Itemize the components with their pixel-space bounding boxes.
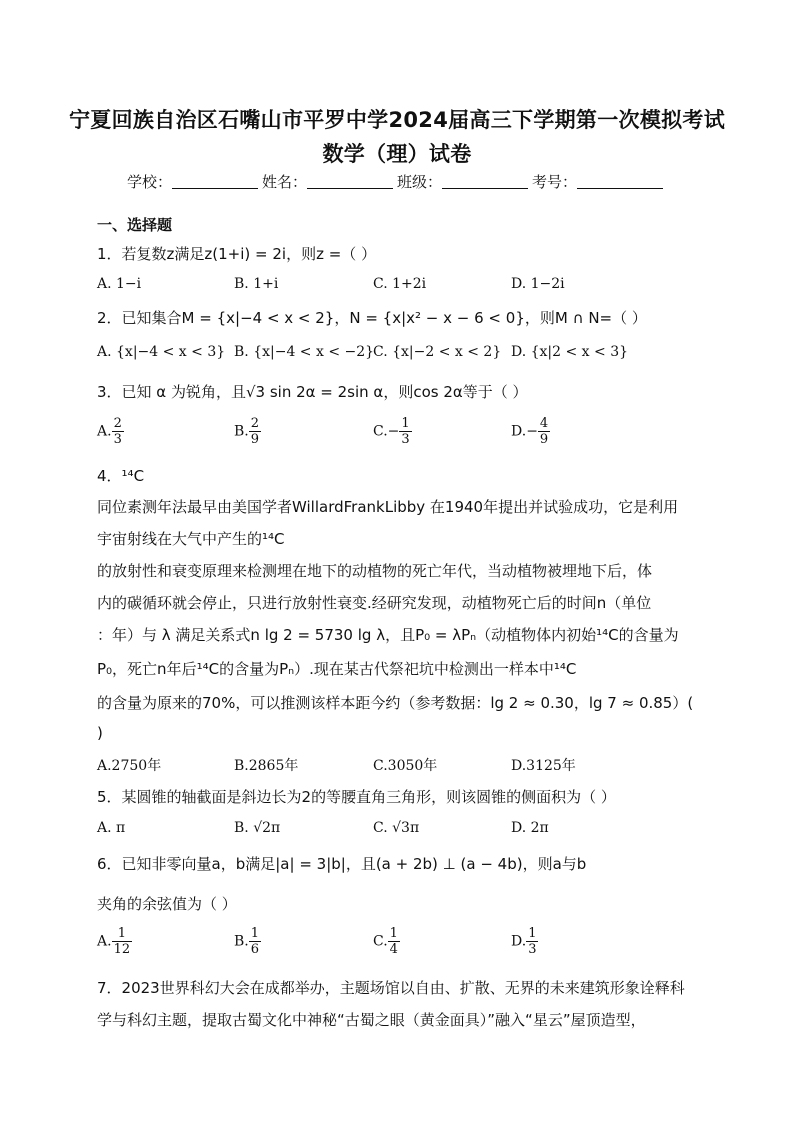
option-d: D.3125年: [511, 758, 576, 774]
question-4-line: 的含量为原来的70%，可以推测该样本距今约（参考数据：lg 2 ≈ 0.30，lg 7 ≈ 0.85）(: [97, 694, 694, 712]
numerator: 1: [528, 926, 537, 941]
class-blank[interactable]: [442, 174, 528, 189]
option-d: D. {x|2 < x < 3}: [511, 344, 629, 360]
option-d: D. 2π: [511, 820, 549, 836]
exam-title-line2: 数学（理）试卷: [322, 142, 472, 166]
numerator: 2: [113, 416, 122, 431]
name-label: 姓名：: [262, 173, 308, 191]
question-3-options: [97, 416, 617, 452]
option-b: B. {x|−4 < x < −2}: [234, 344, 375, 360]
option-c: C. 1+2i: [373, 276, 427, 292]
option-a: [97, 926, 132, 957]
option-d: D. 1−2i: [511, 276, 565, 292]
option-b: B. √2π: [234, 820, 281, 836]
question-6-stem: 6．已知非零向量a，b满足|a| = 3|b|，且(a + 2b) ⊥ (a − 4b)，则a与b: [97, 855, 587, 873]
option-a: A.2750年: [97, 758, 162, 774]
number-label: 考号：: [532, 173, 578, 191]
fraction: [112, 926, 133, 957]
school-blank[interactable]: [172, 174, 258, 189]
option-b: B. 1+i: [234, 276, 279, 292]
question-4-line: ：年）与 λ 满足关系式n lg 2 = 5730 lg λ，且P₀ = λPₙ（动植物体内初始¹⁴C的含量为: [97, 626, 679, 644]
option-sign: −: [387, 423, 400, 440]
numerator: 2: [250, 416, 260, 431]
denominator: 3: [113, 432, 122, 447]
denominator: 3: [528, 942, 537, 957]
option-b: [234, 416, 261, 447]
option-a: A. {x|−4 < x < 3}: [97, 344, 226, 360]
numerator: 4: [539, 416, 549, 431]
option-c: C. {x|−2 < x < 2}: [373, 344, 502, 360]
option-b: [234, 926, 261, 957]
question-4-line: 宇宙射线在大气中产生的¹⁴C: [97, 530, 285, 548]
school-label: 学校：: [127, 173, 173, 191]
question-5-stem: 5．某圆锥的轴截面是斜边长为2的等腰直角三角形，则该圆锥的侧面积为（ ）: [97, 788, 616, 806]
numerator: 1: [389, 926, 398, 941]
student-info-row: [127, 171, 667, 192]
denominator: 9: [539, 432, 549, 447]
question-4-line: P₀，死亡n年后¹⁴C的含量为Pₙ）.现在某古代祭祀坑中检测出一样本中¹⁴C: [97, 660, 577, 678]
option-label: C.: [373, 423, 388, 440]
numerator: 1: [250, 926, 260, 941]
fraction: [249, 926, 261, 957]
option-a: [97, 416, 124, 447]
section-heading: 一、选择题: [97, 216, 173, 234]
option-a: A. π: [97, 820, 126, 836]
fraction: [399, 416, 411, 447]
fraction: [112, 416, 124, 447]
number-blank[interactable]: [577, 174, 663, 189]
question-3-stem: 3．已知 α 为锐角，且√3 sin 2α = 2sin α，则cos 2α等于（ ）: [97, 383, 528, 401]
denominator: 12: [113, 942, 131, 957]
question-7-line: 学与科幻主题，提取古蜀文化中神秘“古蜀之眼（黄金面具）”融入“星云”屋顶造型，: [97, 1011, 646, 1029]
question-6-stem-cont: 夹角的余弦值为（ ）: [97, 895, 237, 913]
question-7-line: 7．2023世界科幻大会在成都举办，主题场馆以自由、扩散、无界的未来建筑形象诠释科: [97, 979, 685, 997]
denominator: 6: [250, 942, 260, 957]
fraction: [538, 416, 550, 447]
question-6-options: [97, 926, 617, 962]
option-d: [511, 926, 538, 957]
question-4-head: 4．¹⁴C: [97, 467, 145, 485]
numerator: 1: [401, 416, 410, 431]
denominator: 9: [250, 432, 260, 447]
option-label: D.: [511, 423, 527, 440]
question-1-options: [97, 276, 617, 300]
fraction: [388, 926, 400, 957]
option-c: C. √3π: [373, 820, 420, 836]
option-label: A.: [97, 933, 112, 950]
fraction: [249, 416, 261, 447]
option-label: B.: [234, 423, 249, 440]
question-5-options: [97, 820, 617, 844]
option-d: [511, 416, 550, 447]
fraction: [526, 926, 538, 957]
denominator: 3: [401, 432, 410, 447]
option-b: B.2865年: [234, 758, 299, 774]
option-c: [373, 416, 412, 447]
question-2-options: [97, 344, 629, 368]
question-4-line: 内的碳循环就会停止，只进行放射性衰变.经研究发现，动植物死亡后的时间n（单位: [97, 594, 652, 612]
exam-title-line1: 宁夏回族自治区石嘴山市平罗中学2024届高三下学期第一次模拟考试: [68, 108, 726, 132]
question-2-stem: 2．已知集合M = {x|−4 < x < 2}，N = {x|x² − x − 6 < 0}，则M ∩ N=（ ）: [97, 309, 647, 327]
question-4-options: [97, 755, 617, 779]
option-c: [373, 926, 400, 957]
question-1-stem: 1．若复数z满足z(1+i) = 2i，则z =（ ）: [97, 245, 377, 263]
denominator: 4: [389, 942, 398, 957]
option-label: C.: [373, 933, 388, 950]
option-label: D.: [511, 933, 527, 950]
option-label: A.: [97, 423, 112, 440]
option-c: C.3050年: [373, 758, 438, 774]
question-4-line: 的放射性和衰变原理来检测埋在地下的动植物的死亡年代，当动植物被埋地下后，体: [97, 562, 653, 580]
numerator: 1: [112, 926, 133, 942]
question-4-line: 同位素测年法最早由美国学者WillardFrankLibby 在1940年提出并试验成功，它是利用: [97, 498, 679, 516]
option-label: B.: [234, 933, 249, 950]
class-label: 班级：: [397, 173, 443, 191]
option-sign: −: [526, 423, 538, 440]
question-4-line: ): [97, 724, 103, 742]
option-a: A. 1−i: [97, 276, 142, 292]
name-blank[interactable]: [307, 174, 393, 189]
